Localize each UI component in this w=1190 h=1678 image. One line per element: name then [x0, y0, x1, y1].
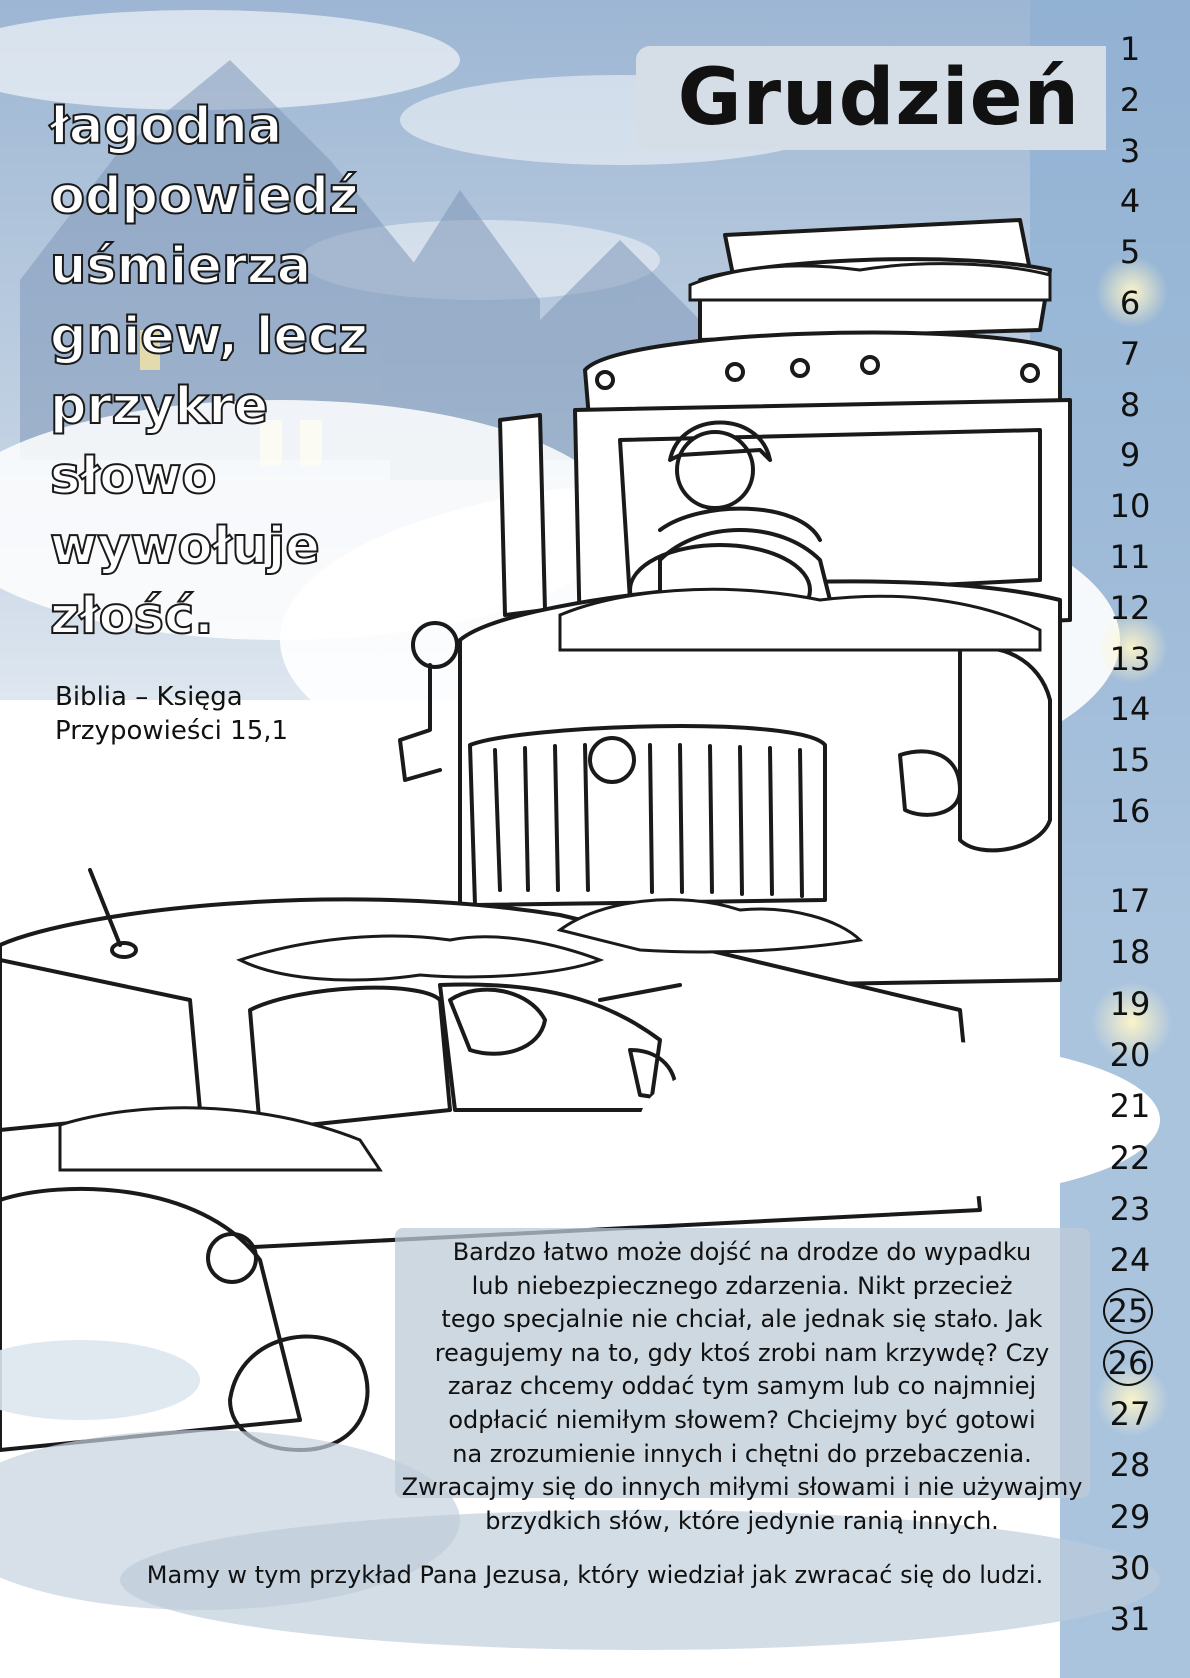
day-27: 27 — [1109, 1395, 1151, 1433]
bible-verse — [50, 92, 390, 652]
day-21: 21 — [1109, 1087, 1151, 1126]
verse-line: odpowiedź — [50, 167, 359, 226]
story-line: Zwracajmy się do innych miłymi słowami i nie używajmy — [401, 1473, 1083, 1502]
source-line: Przypowieści 15,1 — [55, 716, 289, 746]
day-6: 6 — [1119, 284, 1141, 322]
story-line: zaraz chcemy oddać tym samym lub co najmniej — [447, 1372, 1037, 1401]
day-11: 11 — [1109, 538, 1151, 576]
day-30: 30 — [1109, 1548, 1151, 1587]
story-line: na zrozumienie innych i chętni do przebaczenia. — [452, 1439, 1032, 1468]
day-28: 28 — [1109, 1446, 1151, 1485]
day-12: 12 — [1109, 588, 1151, 627]
story-line: lub niebezpiecznego zdarzenia. Nikt przecież — [471, 1271, 1013, 1300]
verse-line: uśmierza — [50, 237, 312, 296]
month-title: Grudzień — [677, 53, 1080, 143]
verse-source — [55, 680, 355, 748]
day-4: 4 — [1119, 182, 1141, 221]
day-18: 18 — [1109, 933, 1151, 972]
day-3: 3 — [1119, 131, 1141, 170]
day-25: 25 — [1103, 1288, 1153, 1334]
day-7: 7 — [1119, 334, 1141, 373]
day-8: 8 — [1119, 385, 1141, 424]
day-1: 1 — [1119, 30, 1141, 68]
story-line: Bardzo łatwo może dojść na drodze do wypadku — [452, 1238, 1032, 1266]
day-15: 15 — [1109, 741, 1151, 780]
verse-line: łagodna — [50, 97, 283, 156]
day-9: 9 — [1119, 436, 1141, 475]
day-20: 20 — [1109, 1035, 1151, 1074]
day-19: 19 — [1109, 984, 1151, 1023]
day-2: 2 — [1119, 80, 1141, 119]
story-text — [392, 1236, 1092, 1538]
verse-line: przykre — [50, 377, 269, 436]
day-29: 29 — [1109, 1497, 1151, 1536]
day-13: 13 — [1109, 639, 1151, 678]
story-line: brzydkich słów, które jedynie ranią innych. — [485, 1506, 999, 1535]
story-line: tego specjalnie nie chciał, ale jednak się stało. Jak — [441, 1305, 1043, 1334]
day-24: 24 — [1109, 1241, 1151, 1280]
closing-line: Mamy w tym przykład Pana Jezusa, który wiedział jak zwracać się do ludzi. — [146, 1561, 1044, 1589]
day-17: 17 — [1109, 882, 1151, 920]
verse-line: gniew, lecz — [50, 307, 368, 366]
verse-line: słowo — [50, 447, 217, 506]
day-10: 10 — [1109, 487, 1151, 526]
source-line: Biblia – Księga — [55, 682, 243, 712]
verse-line: złość. — [50, 587, 214, 646]
day-14: 14 — [1109, 690, 1151, 729]
day-5: 5 — [1119, 233, 1141, 272]
story-line: odpłacić niemiłym słowem? Chciejmy być gotowi — [448, 1405, 1036, 1434]
day-16: 16 — [1109, 792, 1151, 830]
day-31: 31 — [1109, 1600, 1151, 1639]
day-23: 23 — [1109, 1189, 1151, 1228]
verse-line: wywołuje — [50, 517, 320, 576]
day-number-column — [1090, 26, 1170, 1666]
day-22: 22 — [1109, 1138, 1151, 1177]
story-line: reagujemy na to, gdy ktoś zrobi nam krzywdę? Czy — [434, 1338, 1050, 1367]
day-26: 26 — [1103, 1340, 1153, 1386]
